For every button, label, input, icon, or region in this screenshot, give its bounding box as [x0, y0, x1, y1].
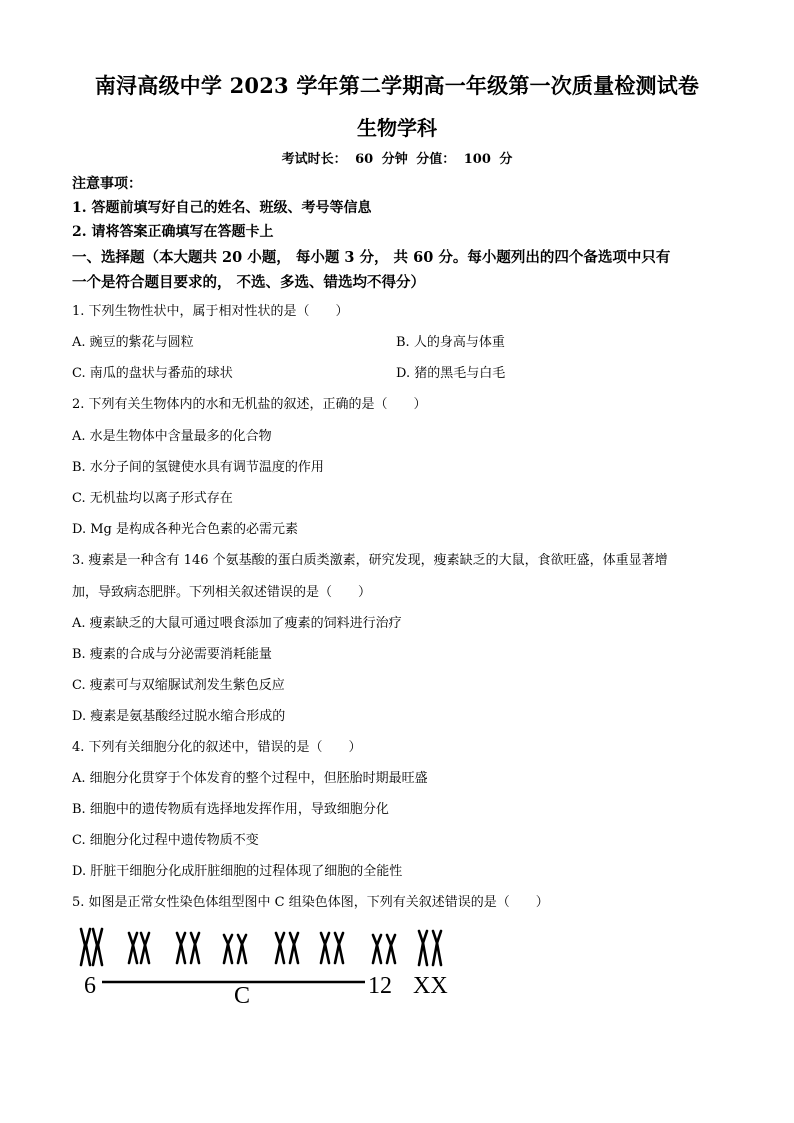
question-stem-cont: 加，导致病态肥胖。下列相关叙述错误的是（ ）	[72, 585, 372, 600]
note-item: 2. 请将答案正确填写在答题卡上	[72, 224, 274, 240]
question-stem: 4. 下列有关细胞分化的叙述中，错误的是（ ）	[72, 740, 362, 755]
option-d[interactable]: D. 肝脏干细胞分化成肝脏细胞的过程体现了细胞的全能性	[72, 864, 403, 879]
option-b[interactable]: B. 水分子间的氢键使水具有调节温度的作用	[72, 460, 324, 475]
question-stem: 1. 下列生物性状中，属于相对性状的是（ ）	[72, 304, 349, 319]
option-c[interactable]: C. 瘦素可与双缩脲试剂发生紫色反应	[72, 678, 285, 693]
option-c[interactable]: C. 南瓜的盘状与番茄的球状	[72, 366, 233, 381]
option-b[interactable]: B. 细胞中的遗传物质有选择地发挥作用，导致细胞分化	[72, 802, 389, 817]
option-a[interactable]: A. 瘦素缺乏的大鼠可通过喂食添加了瘦素的饲料进行治疗	[72, 616, 402, 631]
option-c[interactable]: C. 无机盐均以离子形式存在	[72, 491, 233, 506]
exam-meta: 考试时长： 60 分钟 分值： 100 分	[281, 152, 513, 167]
option-d[interactable]: D. 瘦素是氨基酸经过脱水缩合形成的	[72, 709, 286, 724]
label-group: C	[234, 983, 251, 1009]
option-a[interactable]: A. 细胞分化贯穿于个体发育的整个过程中，但胚胎时期最旺盛	[72, 771, 428, 786]
question-stem: 3. 瘦素是一种含有 146 个氨基酸的蛋白质类激素，研究发现，瘦素缺乏的大鼠，食欲旺盛，体重显著增	[72, 553, 668, 568]
exam-title: 南浔高级中学 2023 学年第二学期高一年级第一次质量检测试卷	[94, 73, 700, 98]
question-stem: 5. 如图是正常女性染色体组型图中 C 组染色体图，下列有关叙述错误的是（ ）	[72, 895, 549, 910]
label-end: 12	[368, 973, 392, 999]
option-a[interactable]: A. 水是生物体中含量最多的化合物	[72, 429, 272, 444]
option-d[interactable]: D. 猪的黑毛与白毛	[396, 366, 506, 381]
question-stem: 2. 下列有关生物体内的水和无机盐的叙述，正确的是（ ）	[72, 397, 427, 412]
option-b[interactable]: B. 瘦素的合成与分泌需要消耗能量	[72, 647, 272, 662]
notes-heading: 注意事项：	[72, 176, 142, 192]
group-bracket-line	[72, 925, 472, 1015]
section-heading: 一、选择题（本大题共 20 小题， 每小题 3 分， 共 60 分。每小题列出的四个备选项中只有	[72, 249, 671, 266]
note-item: 1. 答题前填写好自己的姓名、班级、考号等信息	[72, 200, 372, 216]
label-start: 6	[84, 973, 96, 999]
option-b[interactable]: B. 人的身高与体重	[396, 335, 505, 350]
option-c[interactable]: C. 细胞分化过程中遗传物质不变	[72, 833, 259, 848]
option-a[interactable]: A. 豌豆的紫花与圆粒	[72, 335, 194, 350]
label-sex: XX	[413, 973, 448, 999]
option-d[interactable]: D. Mg 是构成各种光合色素的必需元素	[72, 522, 298, 537]
section-heading-cont: 一个是符合题目要求的， 不选、多选、错选均不得分）	[72, 274, 426, 291]
subject-title: 生物学科	[357, 116, 437, 140]
